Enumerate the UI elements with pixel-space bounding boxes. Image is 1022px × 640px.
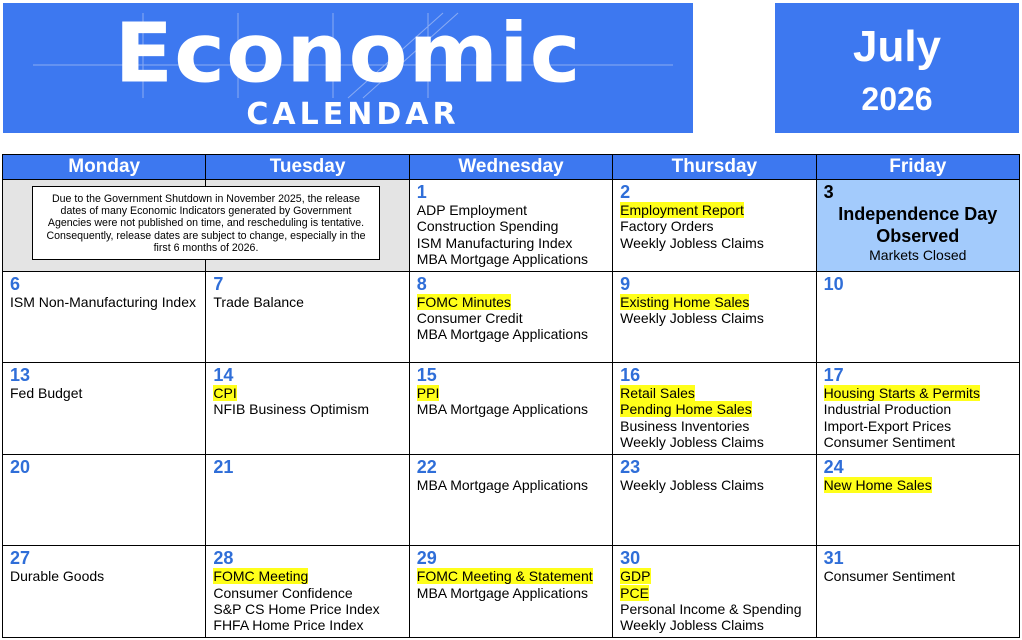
day-number: 10 (823, 273, 844, 294)
day-cell (613, 271, 816, 363)
event-label: ISM Manufacturing Index (416, 234, 573, 251)
event-line (417, 385, 605, 401)
day-cell-content (3, 546, 205, 636)
day-cell (409, 546, 612, 638)
event-label: MBA Mortgage Applications (416, 401, 588, 418)
event-line (417, 251, 605, 267)
day-number: 22 (416, 456, 437, 477)
holiday-title: Independence Day Observed (838, 204, 998, 246)
event-line (620, 218, 808, 234)
event-line (620, 401, 808, 417)
event-label: Weekly Jobless Claims (620, 309, 764, 326)
day-cell-content (613, 546, 815, 636)
day-number: 28 (213, 548, 234, 569)
event-line (417, 568, 605, 584)
event-label: Weekly Jobless Claims (620, 434, 764, 451)
day-cell (613, 363, 816, 455)
event-label: Weekly Jobless Claims (620, 617, 764, 634)
day-cell (3, 363, 206, 455)
event-line (213, 601, 401, 617)
event-label: Factory Orders (620, 218, 714, 235)
day-cell (613, 454, 816, 546)
day-cell-content (613, 180, 815, 270)
event-line (417, 326, 605, 342)
event-label: Import-Export Prices (823, 417, 952, 434)
day-cell-content (817, 180, 1019, 270)
day-number: 1 (416, 182, 427, 202)
day-cell (613, 546, 816, 638)
day-number: 8 (416, 273, 427, 294)
weekday-header-wednesday: Wednesday (409, 155, 612, 180)
weekday-header-friday: Friday (816, 155, 1019, 180)
day-cell-content (3, 272, 205, 362)
day-cell (816, 546, 1019, 638)
day-number: 21 (213, 456, 234, 477)
day-number: 3 (823, 182, 834, 202)
event-label: Consumer Sentiment (823, 568, 956, 585)
event-label: Fed Budget (10, 385, 83, 402)
event-line (213, 385, 401, 401)
event-label: Weekly Jobless Claims (620, 476, 764, 493)
event-label: Trade Balance (213, 293, 304, 310)
day-cell (409, 180, 612, 272)
weekday-header-tuesday: Tuesday (206, 155, 409, 180)
day-number: 30 (620, 548, 641, 569)
event-label-highlighted: CPI (213, 385, 237, 402)
day-cell (409, 454, 612, 546)
event-label: MBA Mortgage Applications (416, 326, 588, 343)
event-line (824, 477, 1012, 493)
event-line (620, 235, 808, 251)
day-number: 2 (620, 182, 631, 202)
event-label: ADP Employment (416, 202, 528, 218)
event-line (824, 385, 1012, 401)
day-number: 31 (823, 548, 844, 569)
event-line (824, 401, 1012, 417)
day-cell (816, 454, 1019, 546)
event-label: MBA Mortgage Applications (416, 584, 588, 601)
event-label-highlighted: FOMC Minutes (416, 293, 511, 310)
event-line (417, 235, 605, 251)
day-cell (816, 271, 1019, 363)
day-cell-content (3, 363, 205, 453)
day-cell (206, 454, 409, 546)
week-row (3, 454, 1020, 546)
day-cell-content (817, 546, 1019, 636)
event-line (620, 202, 808, 218)
day-number: 29 (416, 548, 437, 569)
event-label-highlighted: Housing Starts & Permits (823, 385, 980, 402)
day-cell-content (410, 180, 612, 270)
event-line (417, 294, 605, 310)
event-line (620, 601, 808, 617)
shutdown-notice: Due to the Government Shutdown in November 2025, the release dates of many Economic Indicators generated by Government Agencies were not published on time, and rescheduling is tentative. Consequently, release dates are subject to change, especially in the first 6 months of 2026. (32, 186, 380, 260)
event-label: NFIB Business Optimism (213, 401, 369, 418)
event-label-highlighted: FOMC Meeting & Statement (416, 568, 593, 585)
day-cell (206, 363, 409, 455)
event-line (620, 310, 808, 326)
day-number: 9 (620, 273, 631, 294)
event-line (824, 418, 1012, 434)
event-label: MBA Mortgage Applications (416, 476, 588, 493)
weekday-header-thursday: Thursday (613, 155, 816, 180)
day-cell-content (613, 363, 815, 453)
day-cell-content (206, 272, 408, 362)
month-year: 2026 (861, 81, 933, 117)
event-label: Business Inventories (620, 417, 750, 434)
event-line (824, 568, 1012, 584)
day-cell (3, 454, 206, 546)
event-label: Consumer Confidence (213, 584, 353, 601)
day-cell (613, 180, 816, 272)
month-name: July (852, 22, 942, 71)
event-label: Construction Spending (416, 218, 559, 235)
day-cell (3, 546, 206, 638)
event-line (620, 568, 808, 584)
event-line (417, 585, 605, 601)
event-label: Consumer Sentiment (823, 434, 956, 451)
event-line (417, 310, 605, 326)
event-line (10, 385, 198, 401)
event-label-highlighted: GDP (620, 568, 651, 585)
holiday-subtitle: Markets Closed (869, 247, 967, 263)
week-row (3, 271, 1020, 363)
event-line (417, 401, 605, 417)
event-line (620, 585, 808, 601)
day-cell (409, 363, 612, 455)
day-number: 23 (620, 456, 641, 477)
event-label: Consumer Credit (416, 309, 523, 326)
event-line (213, 401, 401, 417)
event-label: MBA Mortgage Applications (416, 250, 588, 267)
event-label-highlighted: New Home Sales (823, 476, 932, 493)
event-label-highlighted: PCE (620, 584, 649, 601)
event-line (620, 294, 808, 310)
day-number: 7 (213, 273, 224, 294)
calendar-subtitle: CALENDAR (246, 97, 460, 132)
day-cell (206, 546, 409, 638)
day-number: 20 (10, 456, 31, 477)
event-label: Weekly Jobless Claims (620, 234, 764, 251)
day-cell (3, 271, 206, 363)
event-line (213, 617, 401, 633)
day-cell (816, 180, 1019, 272)
day-number: 17 (823, 365, 844, 386)
event-label-highlighted: FOMC Meeting (213, 568, 309, 585)
calendar-title: Economic (114, 6, 582, 102)
day-number: 14 (213, 365, 234, 386)
day-number: 24 (823, 456, 844, 477)
event-label-highlighted: Retail Sales (620, 385, 695, 402)
weekday-header-row (3, 155, 1020, 180)
event-line (213, 294, 401, 310)
event-line (417, 477, 605, 493)
day-cell-content (206, 546, 408, 636)
event-line (620, 434, 808, 450)
event-label-highlighted: Employment Report (620, 202, 744, 218)
event-line (620, 418, 808, 434)
day-cell-content (410, 546, 612, 636)
day-cell (206, 271, 409, 363)
event-label-highlighted: Existing Home Sales (620, 293, 750, 310)
week-row (3, 363, 1020, 455)
day-cell-content (613, 272, 815, 362)
event-label: S&P CS Home Price Index (213, 600, 380, 617)
event-label: FHFA Home Price Index (213, 617, 364, 634)
day-number: 6 (10, 273, 21, 294)
day-cell-content (3, 455, 205, 545)
day-cell-content (410, 455, 612, 545)
day-cell-content (410, 363, 612, 453)
day-cell (409, 271, 612, 363)
event-line (417, 202, 605, 218)
title-banner (3, 3, 693, 133)
week-row (3, 546, 1020, 638)
event-line (417, 218, 605, 234)
month-panel (775, 3, 1019, 133)
event-label: Durable Goods (10, 568, 105, 585)
event-label: Industrial Production (823, 401, 952, 418)
event-label-highlighted: PPI (416, 385, 440, 402)
day-cell-content (206, 363, 408, 453)
event-line (10, 568, 198, 584)
day-number: 13 (10, 365, 31, 386)
day-cell-content (817, 363, 1019, 453)
day-cell-content (410, 272, 612, 362)
day-number: 27 (10, 548, 31, 569)
day-number: 16 (620, 365, 641, 386)
day-cell-content (817, 272, 1019, 362)
day-number: 15 (416, 365, 437, 386)
day-cell-content (817, 455, 1019, 545)
event-line (620, 477, 808, 493)
event-label-highlighted: Pending Home Sales (620, 401, 752, 418)
event-line (620, 385, 808, 401)
event-line (824, 434, 1012, 450)
event-label: Personal Income & Spending (620, 600, 802, 617)
weekday-header-monday: Monday (3, 155, 206, 180)
event-line (213, 585, 401, 601)
event-line (10, 294, 198, 310)
event-line (213, 568, 401, 584)
event-line (620, 617, 808, 633)
day-cell (816, 363, 1019, 455)
event-label: ISM Non-Manufacturing Index (10, 293, 196, 310)
day-cell-content (206, 455, 408, 545)
day-cell-content (613, 455, 815, 545)
